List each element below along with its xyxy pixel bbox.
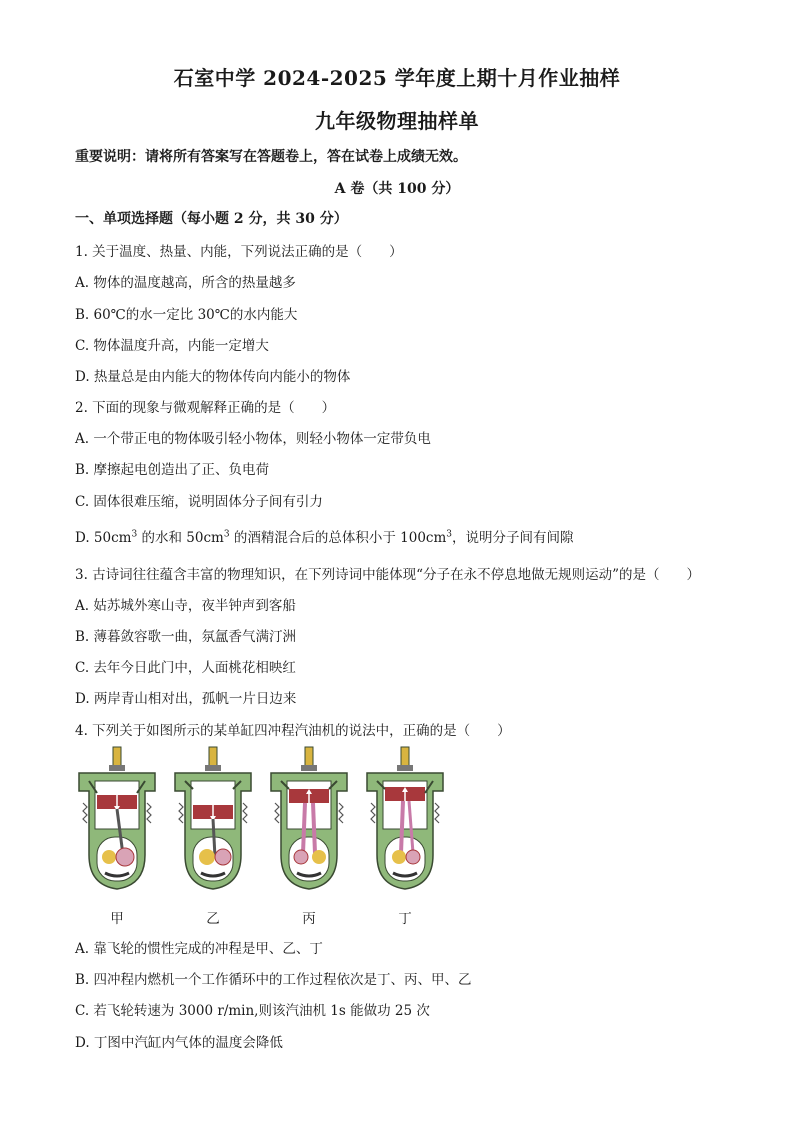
- q2-option-d: [75, 526, 574, 546]
- section-heading: 一、单项选择题（每小题 2 分，共 30 分）: [75, 211, 348, 227]
- engine-yi-diagram: [171, 745, 255, 895]
- q2-d-part3: 的酒精混合后的总体积小于 100cm: [229, 530, 447, 546]
- q1-stem: 1. 关于温度、热量、内能，下列说法正确的是（ ）: [75, 244, 403, 260]
- q3-option-d: D. 两岸青山相对出，孤帆一片日边来: [75, 691, 297, 707]
- q3-option-c: C. 去年今日此门中，人面桃花相映红: [75, 660, 296, 676]
- engine-bing-diagram: [267, 745, 351, 895]
- engine-label-ding: 丁: [398, 911, 412, 927]
- q1-option-a: A. 物体的温度越高，所含的热量越多: [75, 275, 296, 291]
- title-line-2: 九年级物理抽样单: [315, 109, 479, 133]
- q4-option-c: C. 若飞轮转速为 3000 r/min,则该汽油机 1s 能做功 25 次: [75, 1003, 430, 1019]
- title-line-1: 石室中学 2024-2025 学年度上期十月作业抽样: [173, 66, 621, 90]
- important-note: 重要说明：请将所有答案写在答题卷上，答在试卷上成绩无效。: [75, 149, 467, 165]
- q2-d-part2: 的水和 50cm: [137, 530, 224, 546]
- q2-d-part4: ，说明分子间有间隙: [452, 530, 574, 546]
- q2-option-b: B. 摩擦起电创造出了正、负电荷: [75, 462, 270, 478]
- engine-label-bing: 丙: [302, 911, 316, 927]
- q1-option-b: B. 60℃的水一定比 30℃的水内能大: [75, 307, 298, 323]
- q2-stem: 2. 下面的现象与微观解释正确的是（ ）: [75, 400, 336, 416]
- engine-label-yi: 乙: [206, 911, 220, 927]
- q2-d-sup-1: 3: [131, 529, 138, 540]
- engine-jia-diagram: [75, 745, 159, 895]
- q2-d-sup-2: 3: [223, 529, 230, 540]
- q4-option-b: B. 四冲程内燃机一个工作循环中的工作过程依次是丁、丙、甲、乙: [75, 972, 472, 988]
- q4-option-a: A. 靠飞轮的惯性完成的冲程是甲、乙、丁: [75, 941, 323, 957]
- q2-d-sup-3: 3: [446, 529, 453, 540]
- q4-option-d: D. 丁图中汽缸内气体的温度会降低: [75, 1035, 283, 1051]
- q2-d-part1: D. 50cm: [75, 530, 132, 546]
- q3-stem: 3. 古诗词往往蕴含丰富的物理知识，在下列诗词中能体现“分子在永不停息地做无规则运动”的是（ ）: [75, 567, 700, 583]
- q2-option-a: A. 一个带正电的物体吸引轻小物体，则轻小物体一定带负电: [75, 431, 431, 447]
- q4-stem: 4. 下列关于如图所示的某单缸四冲程汽油机的说法中，正确的是（ ）: [75, 723, 511, 739]
- q1-option-d: D. 热量总是由内能大的物体传向内能小的物体: [75, 369, 351, 385]
- q3-option-b: B. 薄暮敛容歌一曲，氛氲香气满汀洲: [75, 629, 297, 645]
- paper-a-heading: A 卷（共 100 分）: [334, 181, 460, 197]
- q2-option-c: C. 固体很难压缩，说明固体分子间有引力: [75, 494, 323, 510]
- q1-option-c: C. 物体温度升高，内能一定增大: [75, 338, 269, 354]
- engine-figure: [75, 745, 455, 935]
- engine-label-jia: 甲: [110, 911, 124, 927]
- q3-option-a: A. 姑苏城外寒山寺，夜半钟声到客船: [75, 598, 296, 614]
- engine-ding-diagram: [363, 745, 447, 895]
